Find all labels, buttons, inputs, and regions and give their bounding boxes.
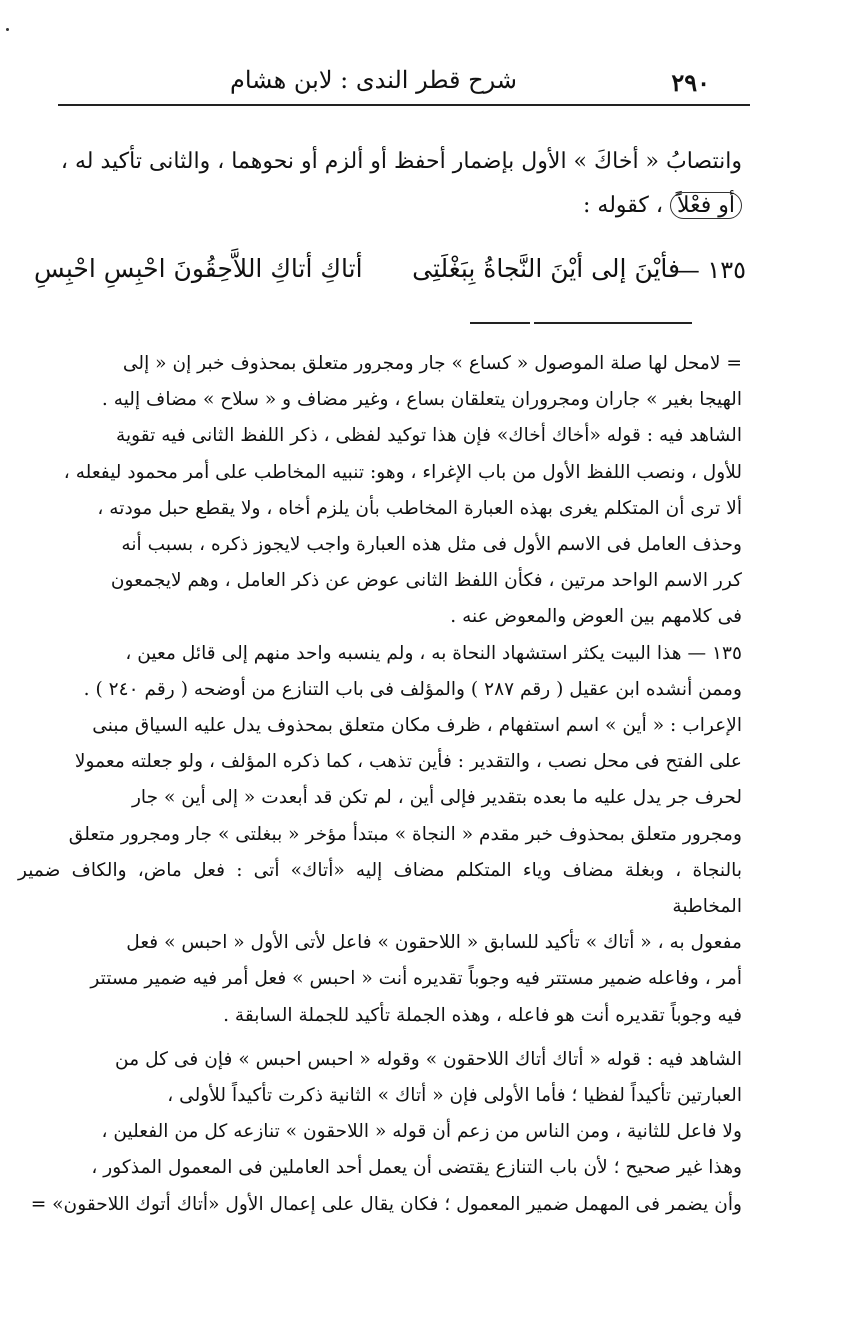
page-header <box>60 60 750 102</box>
main-text <box>22 140 742 228</box>
footnote-line: الشاهد فيه : قوله « أتاك أتاك اللاحقون » وقوله « احبس احبس » فإن فى كل من <box>115 1048 742 1070</box>
footnote-line: وهذا غير صحيح ؛ لأن باب التنازع يقتضى أن يعمل أحد العاملين فى المعمول المذكور ، <box>91 1157 742 1179</box>
footnote-line: وأن يضمر فى المهمل ضمير المعمول ؛ فكان يقال على إعمال الأول «أتاك أتوك اللاحقون» = <box>30 1193 742 1215</box>
footnote-line: للأول ، ونصب اللفظ الأول من باب الإغراء ، وهو: تنبيه المخاطب على أمر محمود ليفعله ، <box>63 461 742 483</box>
footnote-line: مفعول به ، « أتاك » تأكيد للسابق « اللاحقون » فاعل لأتى الأول « احبس » فعل <box>126 932 742 954</box>
footnote-line: ألا ترى أن المتكلم يغرى بهذه العبارة المخاطب بأن يلزم أخاه ، ولا يقطع حبل مودته ، <box>97 497 742 519</box>
verse-number: ١٣٥ — <box>675 256 746 284</box>
footnote-line: الشاهد فيه : قوله «أخاك أخاك» فإن هذا توكيد لفظى ، ذكر اللفظ الثانى فيه تقوية <box>116 425 742 447</box>
running-title: شرح قطر الندى : لابن هشام <box>230 66 517 94</box>
footnote-line: الإعراب : « أين » اسم استفهام ، ظرف مكان متعلق بمحذوف يدل عليه السياق مبنى <box>92 715 742 737</box>
footnote-line: بالنجاة ، وبغلة مضاف وياء المتكلم مضاف إليه «أتاك» أتى : فعل ماض، والكاف ضمير المخاطبة <box>18 859 742 918</box>
main-line-2 <box>22 184 742 228</box>
footnote-line: ومجرور متعلق بمحذوف خبر مقدم « النجاة » مبتدأ مؤخر « ببغلتى » جار ومجرور متعلق <box>68 823 742 845</box>
footnote-line: ولا فاعل للثانية ، ومن الناس من زعم أن قوله « اللاحقون » تنازعه كل من الفعلين ، <box>101 1121 742 1143</box>
footnote-line: ١٣٥ — هذا البيت يكثر استشهاد النحاة به ، ولم ينسبه واحد منهم إلى قائل معين ، <box>125 642 742 664</box>
footnotes <box>18 346 742 1223</box>
footnote-separator <box>470 322 692 324</box>
scan-speck <box>6 28 9 31</box>
footnote-line: الهيجا بغير » جاران ومجروران يتعلقان بساع ، وغير مضاف و « سلاح » مضاف إليه . <box>101 389 742 411</box>
footnote-line: وممن أنشده ابن عقيل ( رقم ٢٨٧ ) والمؤلف فى باب التنازع من أوضحه ( رقم ٢٤٠ ) . <box>83 678 742 700</box>
main-line-2-rest: ، كقوله : <box>583 193 663 218</box>
footnote-line: كرر الاسم الواحد مرتين ، فكأن اللفظ الثانى عوض عن ذكر العامل ، وهم لايجمعون <box>110 570 742 592</box>
footnote-line: على الفتح فى محل نصب ، والتقدير : فأين تذهب ، كما ذكره المؤلف ، ولو جعلته معمولا <box>74 751 742 773</box>
footnote-line: وحذف العامل فى الاسم الأول فى مثل هذه العبارة واجب لايجوز ذكره ، بسبب أنه <box>121 534 742 556</box>
verse-second-hemistich: أتاكِ أتاكِ اللاَّحِقُونَ احْبِسِ احْبِسِ <box>34 254 363 283</box>
footnote-line: فى كلامهم بين العوض والمعوض عنه . <box>450 606 742 628</box>
main-line-1: وانتصابُ « أخاكَ » الأول بإضمار أحفظ أو ألزم أو نحوهما ، والثانى تأكيد له ، <box>60 149 742 174</box>
footnote-line: أمر ، وفاعله ضمير مستتر فيه وجوباً تقديره أنت « احبس » فعل أمر فيه ضمير مستتر <box>90 968 742 990</box>
footnote-line: فيه وجوباً تقديره أنت هو فاعله ، وهذه الجملة تأكيد للجملة السابقة . <box>223 1004 742 1026</box>
verse-first-hemistich: فأيْنَ إلى أيْنَ النَّجاةُ بِبَغْلَتِى <box>412 254 680 283</box>
footnote-line: لحرف جر يدل عليه ما بعده بتقدير فإلى أين ، لم تكن قد أبعدت « إلى أين » جار <box>131 787 742 809</box>
header-rule <box>58 104 750 106</box>
footnote-line: = لامحل لها صلة الموصول « كساع » جار ومجرور متعلق بمحذوف خبر إن « إلى <box>122 353 742 374</box>
footnote-line: العبارتين تأكيداً لفظيا ؛ فأما الأولى فإن « أتاك » الثانية ذكرت تأكيداً للأولى ، <box>167 1085 742 1107</box>
page-number: ٢٩٠ <box>671 68 710 97</box>
circled-phrase: أو فعْلاً <box>670 192 742 219</box>
poetry-verse <box>24 250 746 294</box>
